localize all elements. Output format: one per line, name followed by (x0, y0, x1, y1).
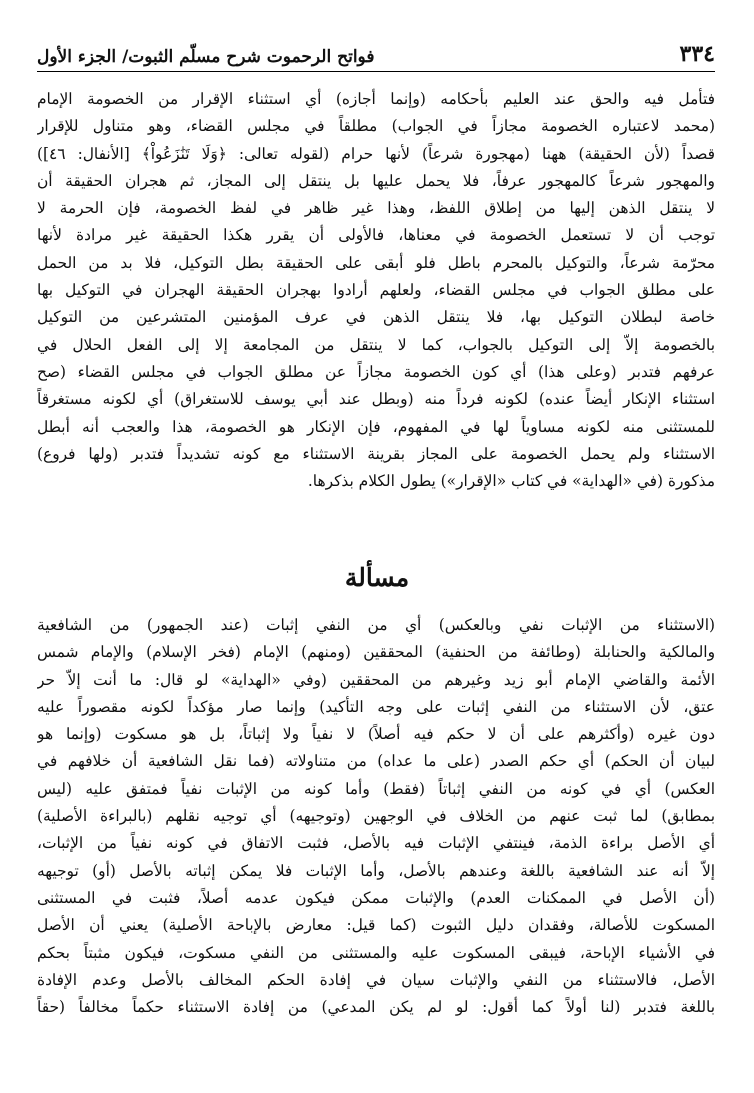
paragraph-part-1 (37, 86, 715, 495)
text-line: محرّمة شرعاً، والتوكيل بالمحرم باطل فلو أبقى على الحقيقة بطل التوكيل، فلا بد من الحمل (37, 253, 715, 272)
text-line: مذكورة (في «الهداية» في كتاب «الإقرار») يطول الكلام بذكرها. (307, 472, 715, 491)
text-line: توجب أن لا تستعمل الخصومة في معناها، فالأولى أن يقرر هكذا الحقيقة غير مرادة لأنها (37, 226, 715, 245)
text-line: دون غيره (وأكثرهم على أن لا حكم فيه أصلاً) لا نفياً ولا إثباتاً، بل هو مسكوت (وإنما هو (37, 725, 715, 744)
text-line: الاستثناء ولم يحمل الخصومة على المجاز بقرينة الاستثناء مع كونه تشديداً فتدبر (ولها فروع) (37, 444, 715, 463)
text-line: والمالكية والحنابلة (وطائفة من الحنفية) المحققين (ومنهم) الإمام (فخر الإسلام) والإمام شمس (37, 643, 715, 662)
text-line: الأئمة والقاضي الإمام أبو زيد وغيرهم من المحققين (وفي «الهداية» لو قال: ما أنت إلاّ حر (37, 670, 715, 689)
text-line: لبيان أن الحكم) أي حكم الصدر (على ما عداه) من متناولاته (فما نقل الشافعية أن خلافهم في (37, 752, 715, 771)
text-line: قصداً (لأن الحقيقة) ههنا (مهجورة شرعاً) لأنها حرام (لقوله تعالى: ﴿وَلَا تَنَٰزَعُواْ﴾ [الأنفال: ٤٦]) (37, 144, 715, 163)
text-line: العكس) أي في كونه من النفي إثباتاً (فقط) وأما كونه من الإثبات نفياً فمتفق عليه (ليس (37, 779, 715, 798)
text-line: لا ينتقل الذهن إليها من إطلاق اللفظ، وهذا غير ظاهر في لفظ الخصومة، فإن الحرمة لا (37, 199, 715, 218)
text-line: للمستثنى منه لكونه مساوياً لها في المفهوم، فإن الإنكار هو الخصومة، هذا والعجب أنه أبطل (37, 417, 715, 436)
text-line: (أن الأصل في الممكنات العدم) والإثبات ممكن فيكون عدمه أصلاً، فثبت في المستثنى (37, 888, 715, 907)
text-line: فتأمل فيه والحق عند العليم بأحكامه (وإنما أجازه) أي استثناء الإقرار من الخصومة الإمام (37, 90, 715, 108)
text-line: في الأشياء الإباحة، فيبقى المسكوت عليه والمستثنى من النفي مسكوت، فيكون مثبتاً بحكم (37, 943, 715, 962)
text-line: والمهجور شرعاً كالمهجور عرفاً، فلا يحمل عليها بل ينتقل إلى المجاز، ثم هجران الحقيقة أن (37, 171, 715, 190)
text-line: إلاّ أنه عند الشافعية باللغة وعندهم بالأصل، وأما الإثبات فلا يمكن إثباته بالأصل (أو) توجيهه (37, 861, 715, 880)
text-line: باللغة فتدبر (لنا أولاً كما أقول: لو لم يكن المدعي) من إفادة الاستثناء حكماً مخالفاً (حقاً (37, 998, 715, 1017)
text-line: (الاستثناء من الإثبات نفي وبالعكس) أي من النفي إثبات (عند الجمهور) من الشافعية (37, 616, 715, 634)
page-header (37, 38, 715, 72)
text-line: خاصة لبطلان التوكيل بها، فلا ينتقل الذهن في عرف المؤمنين المتشرعين من التوكيل (37, 308, 715, 327)
section-title: مسألة (344, 563, 410, 592)
text-line: عتق، لأن الاستثناء من النفي إثبات على وجه التأكيد) وإنما صار مؤكداً لكونه مقصوراً عليه (37, 697, 715, 716)
paragraph-part-2 (37, 612, 715, 1021)
text-line: استثناء الإنكار أيضاً عنده) لكونه فرداً منه (وبطل عند أبي يوسف للاستغراق) أي لكونه مستغرقاً (37, 390, 715, 409)
text-line: بمطابق) لما ثبت عنهم من الخلاف في الوجهين (وتوجيهه) أي توجيه نقلهم (بالبراءة الأصلية) (37, 807, 715, 826)
text-line: على مطلق الجواب في مجلس القضاء، ولعلهم أرادوا بهجران الحقيقة الهجران في التوكيل بها (37, 281, 715, 300)
text-line: بالخصومة إلاّ إلى التوكيل بالجواب، كما لا ينتقل من المجامعة إلا إلى الفعل الحلال في (37, 335, 715, 354)
text-line: عرفهم فتدبر (وعلى هذا) أي كون الخصومة مجازاً عن مطلق الجواب في مجلس القضاء (صح (37, 362, 715, 381)
text-line: (محمد لاعتباره الخصومة مجازاً في الجواب) مطلقاً في مجلس القضاء، وهو متناول للإقرار (37, 117, 715, 136)
text-line: المسكوت للأصالة، وفقدان دليل الثبوت (كما قيل: معارض بالإباحة الأصلية) يعني أن الأصل (37, 916, 715, 935)
running-title: فواتح الرحموت شرح مسلّم الثبوت/ الجزء الأول (37, 47, 375, 67)
text-line: الأصل، فالاستثناء من النفي والإثبات سيان في إفادة الحكم المخالف بالأصل وعدم الإفادة (37, 970, 715, 989)
page-number: ٣٣٤ (679, 41, 715, 67)
text-line: أي الأصل براءة الذمة، فينتفي الإثبات فيه بالأصل، فثبت الاتفاق في كونه نفياً من الإثبات، (37, 834, 715, 853)
